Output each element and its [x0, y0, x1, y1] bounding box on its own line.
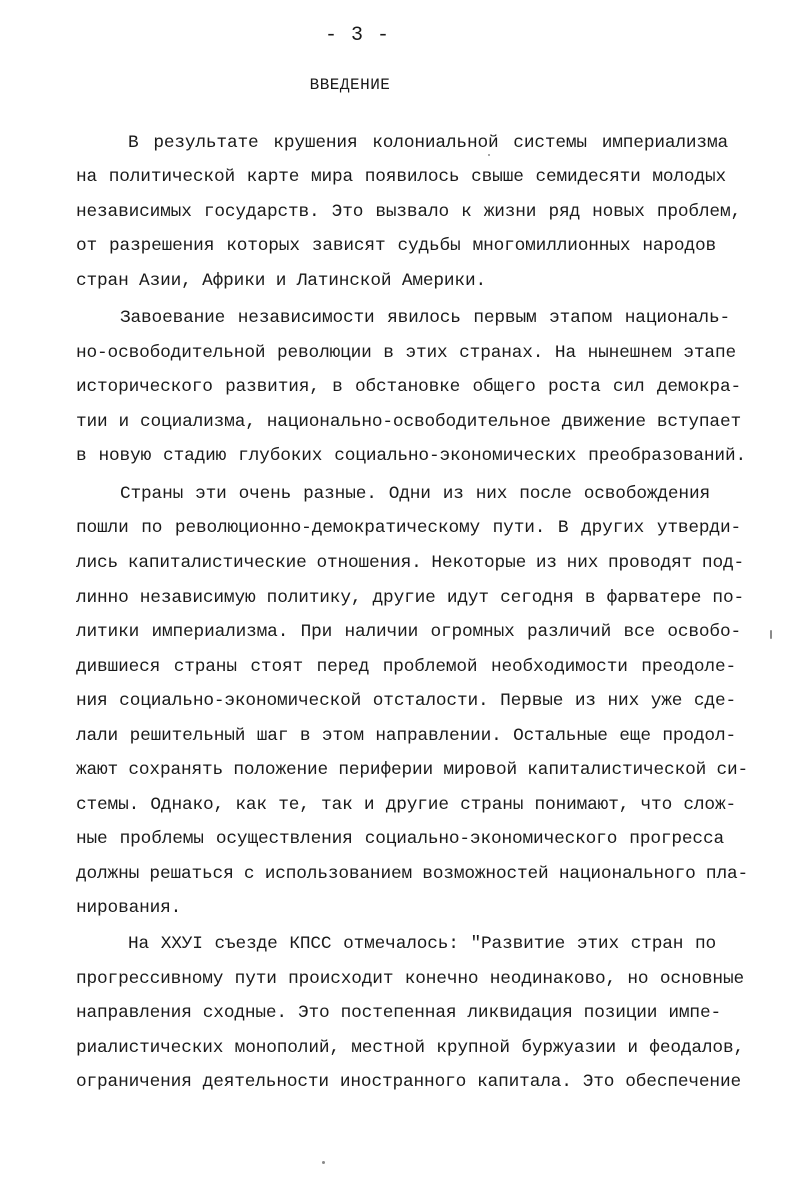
body-line: ния социально-экономической отсталости. Первые из них уже сде- [76, 691, 736, 711]
body-line: Страны эти очень разные. Одни из них после освобождения [120, 484, 710, 504]
body-line: от разрешения которых зависят судьбы многомиллионных народов [76, 236, 716, 256]
body-line: лали решительный шаг в этом направлении. Остальные еще продол- [76, 726, 736, 746]
body-line: ограничения деятельности иностранного капитала. Это обеспечение [76, 1072, 741, 1092]
body-line: риалистических монополий, местной крупной буржуазии и феодалов, [76, 1038, 744, 1058]
body-line: дившиеся страны стоят перед проблемой необходимости преодоле- [76, 657, 736, 677]
scan-speck [488, 154, 490, 156]
body-line: линно независимую политику, другие идут сегодня в фарватере по- [76, 588, 744, 608]
body-line: пошли по революционно-демократическому пути. В других утверди- [76, 518, 741, 538]
body-line: направления сходные. Это постепенная ликвидация позиции импе- [76, 1003, 721, 1023]
body-line: литики империализма. При наличии огромных различий все освобо- [76, 622, 741, 642]
section-title: ВВЕДЕНИЕ [309, 76, 391, 94]
body-line: но-освободительной революции в этих странах. На нынешнем этапе [76, 343, 736, 363]
page-number: - 3 - [324, 24, 390, 47]
body-line: тии и социализма, национально-освободительное движение вступает [76, 412, 741, 432]
scan-speck [322, 1161, 325, 1164]
body-line: прогрессивному пути происходит конечно неодинаково, но основные [76, 969, 744, 989]
body-line: нирования. [76, 898, 182, 918]
body-line: На XXУI съезде КПСС отмечалось: "Развитие этих стран по [128, 934, 716, 954]
body-line: независимых государств. Это вызвало к жизни ряд новых проблем, [76, 202, 741, 222]
body-line: лись капиталистические отношения. Некоторые из них проводят под- [76, 553, 744, 573]
body-line: стемы. Однако, как те, так и другие страны понимают, что слож- [76, 795, 736, 815]
body-line: жают сохранять положение периферии мировой капиталистической си- [76, 760, 748, 780]
body-line: стран Азии, Африки и Латинской Америки. [76, 271, 486, 291]
body-line: должны решаться с использованием возможностей национального пла- [76, 864, 748, 884]
body-line: исторического развития, в обстановке общего роста сил демокра- [76, 377, 741, 397]
body-line: в новую стадию глубоких социально-экономических преобразований. [76, 446, 746, 466]
body-line: на политической карте мира появилось свыше семидесяти молодых [76, 167, 726, 187]
body-line: Завоевание независимости явилось первым этапом националь- [120, 308, 730, 328]
body-line: В результате крушения колониальной системы империализма [128, 133, 728, 153]
scan-speck [770, 630, 772, 639]
body-line: ные проблемы осуществления социально-экономического прогресса [76, 829, 724, 849]
